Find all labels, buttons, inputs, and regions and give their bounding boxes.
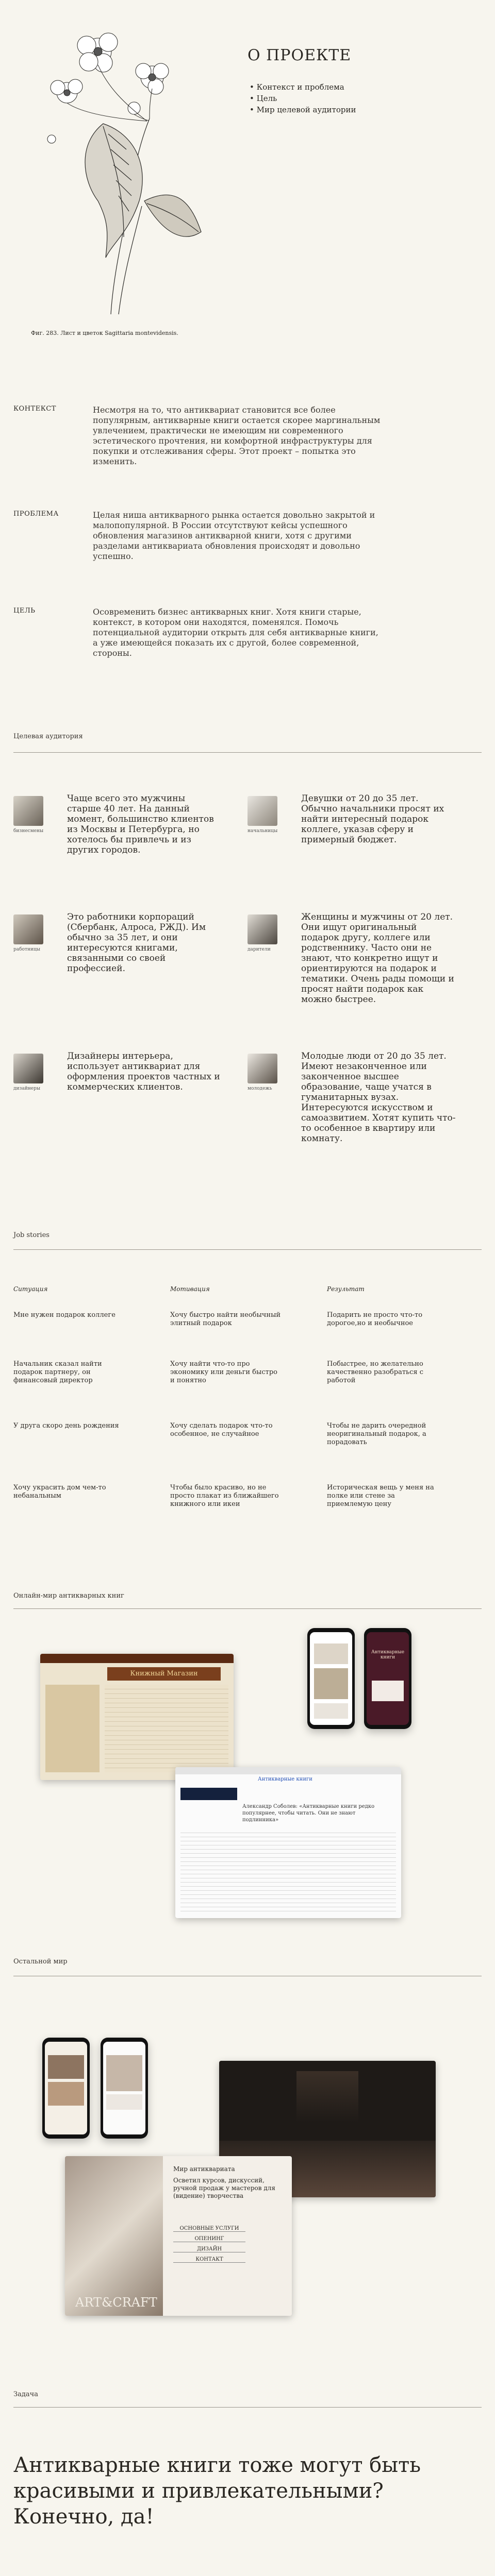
jobs-cell: Хочу сделать подарок что-то особенное, не случайное (170, 1422, 273, 1438)
context-text: Несмотря на то, что антиквариат становится все более популярным, антикварные книги остается скорее маргинальным увлечением, практически не имеющим ни современного эстетического прочтения, ни комфортной инфраструктуры для покупки и отслеживания сферы. Этот проект – попытка это изменить. (93, 405, 381, 466)
jobs-cell: Чтобы было красиво, но не просто плакат из ближайшего книжного или икеи (170, 1484, 279, 1508)
audience-text: Это работники корпораций (Сбербанк, Алроса, РЖД). Им обычно за 35 лет, и они интересуются книгами, связанными со своей профессией. (67, 912, 206, 974)
audience-photo-designers (13, 1054, 43, 1083)
audience-text: Женщины и мужчины от 20 лет. Они ищут оригинальный подарок другу, коллеге или родственнику. Часто они не знают, что конкретно ищут и ориентируются на подарок и тематики. Очень рады помощи и просят найти подарок как можно быстрее. (301, 912, 454, 1005)
jobs-cell: Хочу найти что-то про экономику или деньги быстро и понятно (170, 1360, 277, 1384)
audience-text: Чаще всего это мужчины старше 40 лет. На данный момент, большинство клиентов из Москвы и Петербурга, но хотелось бы привлечь и из других городов. (67, 793, 214, 855)
jobs-cell: Хочу быстро найти необычный элитный подарок (170, 1311, 281, 1327)
jobs-cell: Мне нужен подарок коллеге (13, 1311, 116, 1319)
jobs-cell: Историческая вещь у меня на полке или стене за приемлемую цену (327, 1484, 434, 1508)
audience-caption: начальницы (248, 828, 278, 834)
shop-menu-4[interactable]: КОНТАКТ (173, 2257, 245, 2263)
jobs-header-result: Результат (327, 1285, 365, 1293)
audience-text: Дизайнеры интерьера, использует антиквариат для оформления проектов частных и коммерческих клиентов. (67, 1051, 220, 1092)
other-phone-1 (42, 2038, 90, 2139)
jobs-cell: Подарить не просто что-то дорогое,но и необычное (327, 1311, 423, 1327)
jobs-cell: Хочу украсить дом чем-то небанальным (13, 1484, 106, 1500)
task-section-label: Задача (13, 2391, 38, 2398)
audience-photo-employees (13, 914, 43, 944)
jobs-header-motivation: Мотивация (170, 1285, 210, 1293)
online-site-screenshot-2 (175, 1767, 401, 1918)
botanical-illustration (21, 15, 227, 319)
audience-caption: бизнесмены (13, 828, 44, 834)
task-rule (13, 2407, 482, 2408)
shop-brand: ART&CRAFT (75, 2295, 157, 2310)
online-phone-1 (307, 1628, 355, 1729)
other-section-label: Остальной мир (13, 1958, 68, 1965)
audience-caption: молодежь (248, 1086, 272, 1091)
about-bullets (250, 81, 356, 115)
task-headline: Антикварные книги тоже могут быть красивыми и привлекательными? Конечно, да! (13, 2453, 421, 2529)
audience-photo-businessmen (13, 796, 43, 826)
audience-photo-youth (248, 1054, 277, 1083)
jobs-section-label: Job stories (13, 1231, 50, 1239)
shop-lead: Осветил курсов, дискуссий, ручной продаж у мастеров для (видение) творчества (173, 2177, 275, 2199)
illustration-caption: Фиг. 283. Лист и цветок Sagittaria montevidensis. (31, 330, 178, 336)
audience-caption: дарители (248, 947, 271, 952)
goal-text: Осовременить бизнес антикварных книг. Хотя книги старые, контекст, в котором они находятся, поменялся. Помочь потенциальной аудитории открыть для себя антикварные книги, а уже имеющейся показать их с другой, более современной, стороны. (93, 607, 378, 658)
audience-text: Девушки от 20 до 35 лет. Обычно начальники просят их найти интересный подарок коллеге, указав сферу и примерный бюджет. (301, 793, 444, 845)
bullet-goal: • Цель (250, 93, 356, 104)
online-site-screenshot-1 (40, 1654, 234, 1780)
audience-caption: дизайнеры (13, 1086, 41, 1091)
audience-rule (13, 752, 482, 753)
audience-text: Молодые люди от 20 до 35 лет. Имеют незаконченное или законченное высшее образование, чаще учатся в гуманитарных вузах. Интересуются искусством и самоазвитием. Хотят купить что-то особенное в квартиру или комнату. (301, 1051, 456, 1144)
jobs-header-situation: Ситуация (13, 1285, 48, 1293)
jobs-rule (13, 1249, 482, 1250)
audience-photo-gifters (248, 914, 277, 944)
online-rule (13, 1608, 482, 1609)
site2-headline: Александр Соболев: «Антикварные книги редко популярнее, чтобы читать. Они не знают подлинника» (242, 1804, 375, 1823)
audience-photo-managers (248, 796, 277, 826)
online-phone-2 (364, 1628, 411, 1729)
shop-menu-2[interactable]: ОПЕНИНГ (173, 2236, 245, 2242)
site1-title: Книжный Магазин (107, 1667, 221, 1681)
other-phone-2 (101, 2038, 148, 2139)
jobs-cell: Побыстрее, но желательно качественно разобраться с работой (327, 1360, 423, 1384)
bullet-context: • Контекст и проблема (250, 81, 356, 93)
goal-label: ЦЕЛЬ (13, 607, 36, 615)
problem-label: ПРОБЛЕМА (13, 510, 59, 518)
jobs-cell: Начальник сказал найти подарок партнеру, он финансовый директор (13, 1360, 102, 1384)
shop-menu-3[interactable]: ДИЗАЙН (173, 2246, 245, 2252)
audience-caption: работницы (13, 947, 40, 952)
shop-menu-1[interactable]: ОСНОВНЫЕ УСЛУГИ (173, 2226, 245, 2232)
phone-title: Антикварные книги (371, 1650, 405, 1660)
shop-text: Мир антиквариата (173, 2165, 235, 2173)
context-label: КОНТЕКСТ (13, 405, 56, 413)
page-title: О ПРОЕКТЕ (248, 46, 352, 64)
jobs-cell: У друга скоро день рождения (13, 1422, 119, 1430)
audience-section-label: Целевая аудитория (13, 733, 83, 740)
bullet-audience: • Мир целевой аудитории (250, 104, 356, 115)
site2-nav: Антикварные книги (258, 1776, 312, 1782)
other-site-shop (65, 2156, 292, 2316)
problem-text: Целая ниша антикварного рынка остается довольно закрытой и малопопулярной. В России отсутствуют кейсы успешного обновления магазинов антикварной книги, хотя с другими разделами антиквариата обновления происходят и довольно успешно. (93, 510, 375, 561)
jobs-cell: Чтобы не дарить очередной неоригинальный подарок, а порадовать (327, 1422, 426, 1446)
online-section-label: Онлайн-мир антикварных книг (13, 1592, 124, 1600)
